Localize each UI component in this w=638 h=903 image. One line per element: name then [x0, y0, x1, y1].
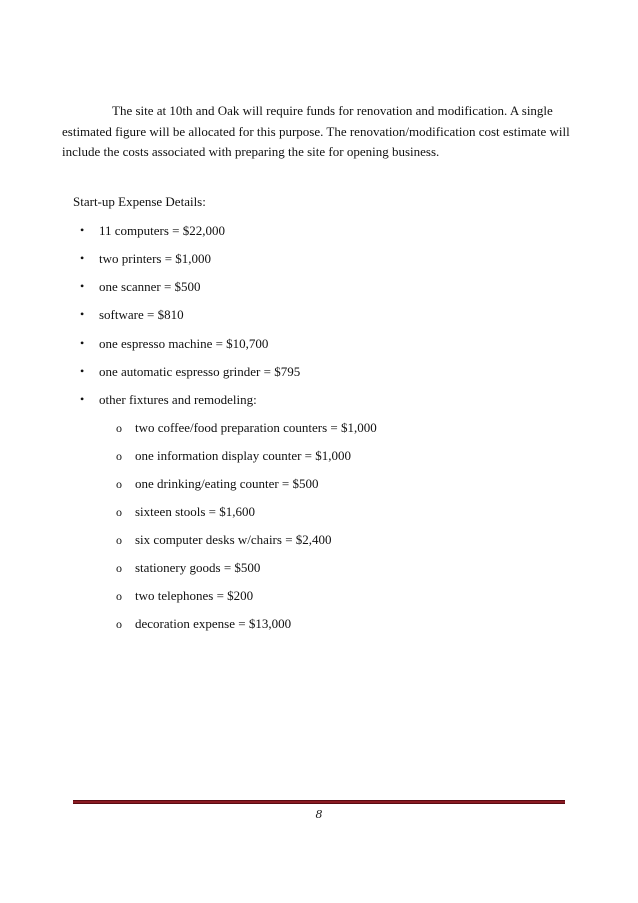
circle-bullet-icon: o [116, 505, 122, 519]
sub-list-item-text: stationery goods = $500 [135, 560, 261, 575]
page-number: 8 [315, 808, 323, 821]
list-item-text: other fixtures and remodeling: [99, 392, 257, 407]
bullet-icon: • [80, 364, 85, 378]
startup-expense-heading: Start-up Expense Details: [73, 194, 206, 209]
bullet-icon: • [80, 392, 85, 406]
list-item-text: one espresso machine = $10,700 [99, 336, 269, 351]
list-item-text: software = $810 [99, 307, 184, 322]
circle-bullet-icon: o [116, 533, 122, 547]
footer-divider [73, 800, 565, 804]
sub-list-item-text: two coffee/food preparation counters = $1,000 [135, 420, 377, 435]
circle-bullet-icon: o [116, 589, 122, 603]
list-item-text: one automatic espresso grinder = $795 [99, 364, 301, 379]
sub-list-item-text: decoration expense = $13,000 [135, 616, 292, 631]
circle-bullet-icon: o [116, 561, 122, 575]
body-paragraph [62, 101, 582, 163]
bullet-icon: • [80, 307, 85, 321]
bullet-icon: • [80, 223, 85, 237]
list-item-text: 11 computers = $22,000 [99, 223, 226, 238]
circle-bullet-icon: o [116, 449, 122, 463]
circle-bullet-icon: o [116, 617, 122, 631]
bullet-icon: • [80, 279, 85, 293]
circle-bullet-icon: o [116, 477, 122, 491]
sub-list-item-text: sixteen stools = $1,600 [135, 504, 255, 519]
sub-list-item-text: one information display counter = $1,000 [135, 448, 352, 463]
bullet-icon: • [80, 251, 85, 265]
bullet-icon: • [80, 336, 85, 350]
list-item-text: one scanner = $500 [99, 279, 201, 294]
circle-bullet-icon: o [116, 421, 122, 435]
sub-list-item-text: two telephones = $200 [135, 588, 254, 603]
body-paragraph-text: The site at 10th and Oak will require funds for renovation and modification. A single estimated figure will be allocated for this purpose. The renovation/modification cost estimate will include the costs associated with preparing the site for opening business. [62, 103, 570, 159]
sub-list-item-text: six computer desks w/chairs = $2,400 [135, 532, 332, 547]
sub-list-item-text: one drinking/eating counter = $500 [135, 476, 319, 491]
list-item-text: two printers = $1,000 [99, 251, 212, 266]
